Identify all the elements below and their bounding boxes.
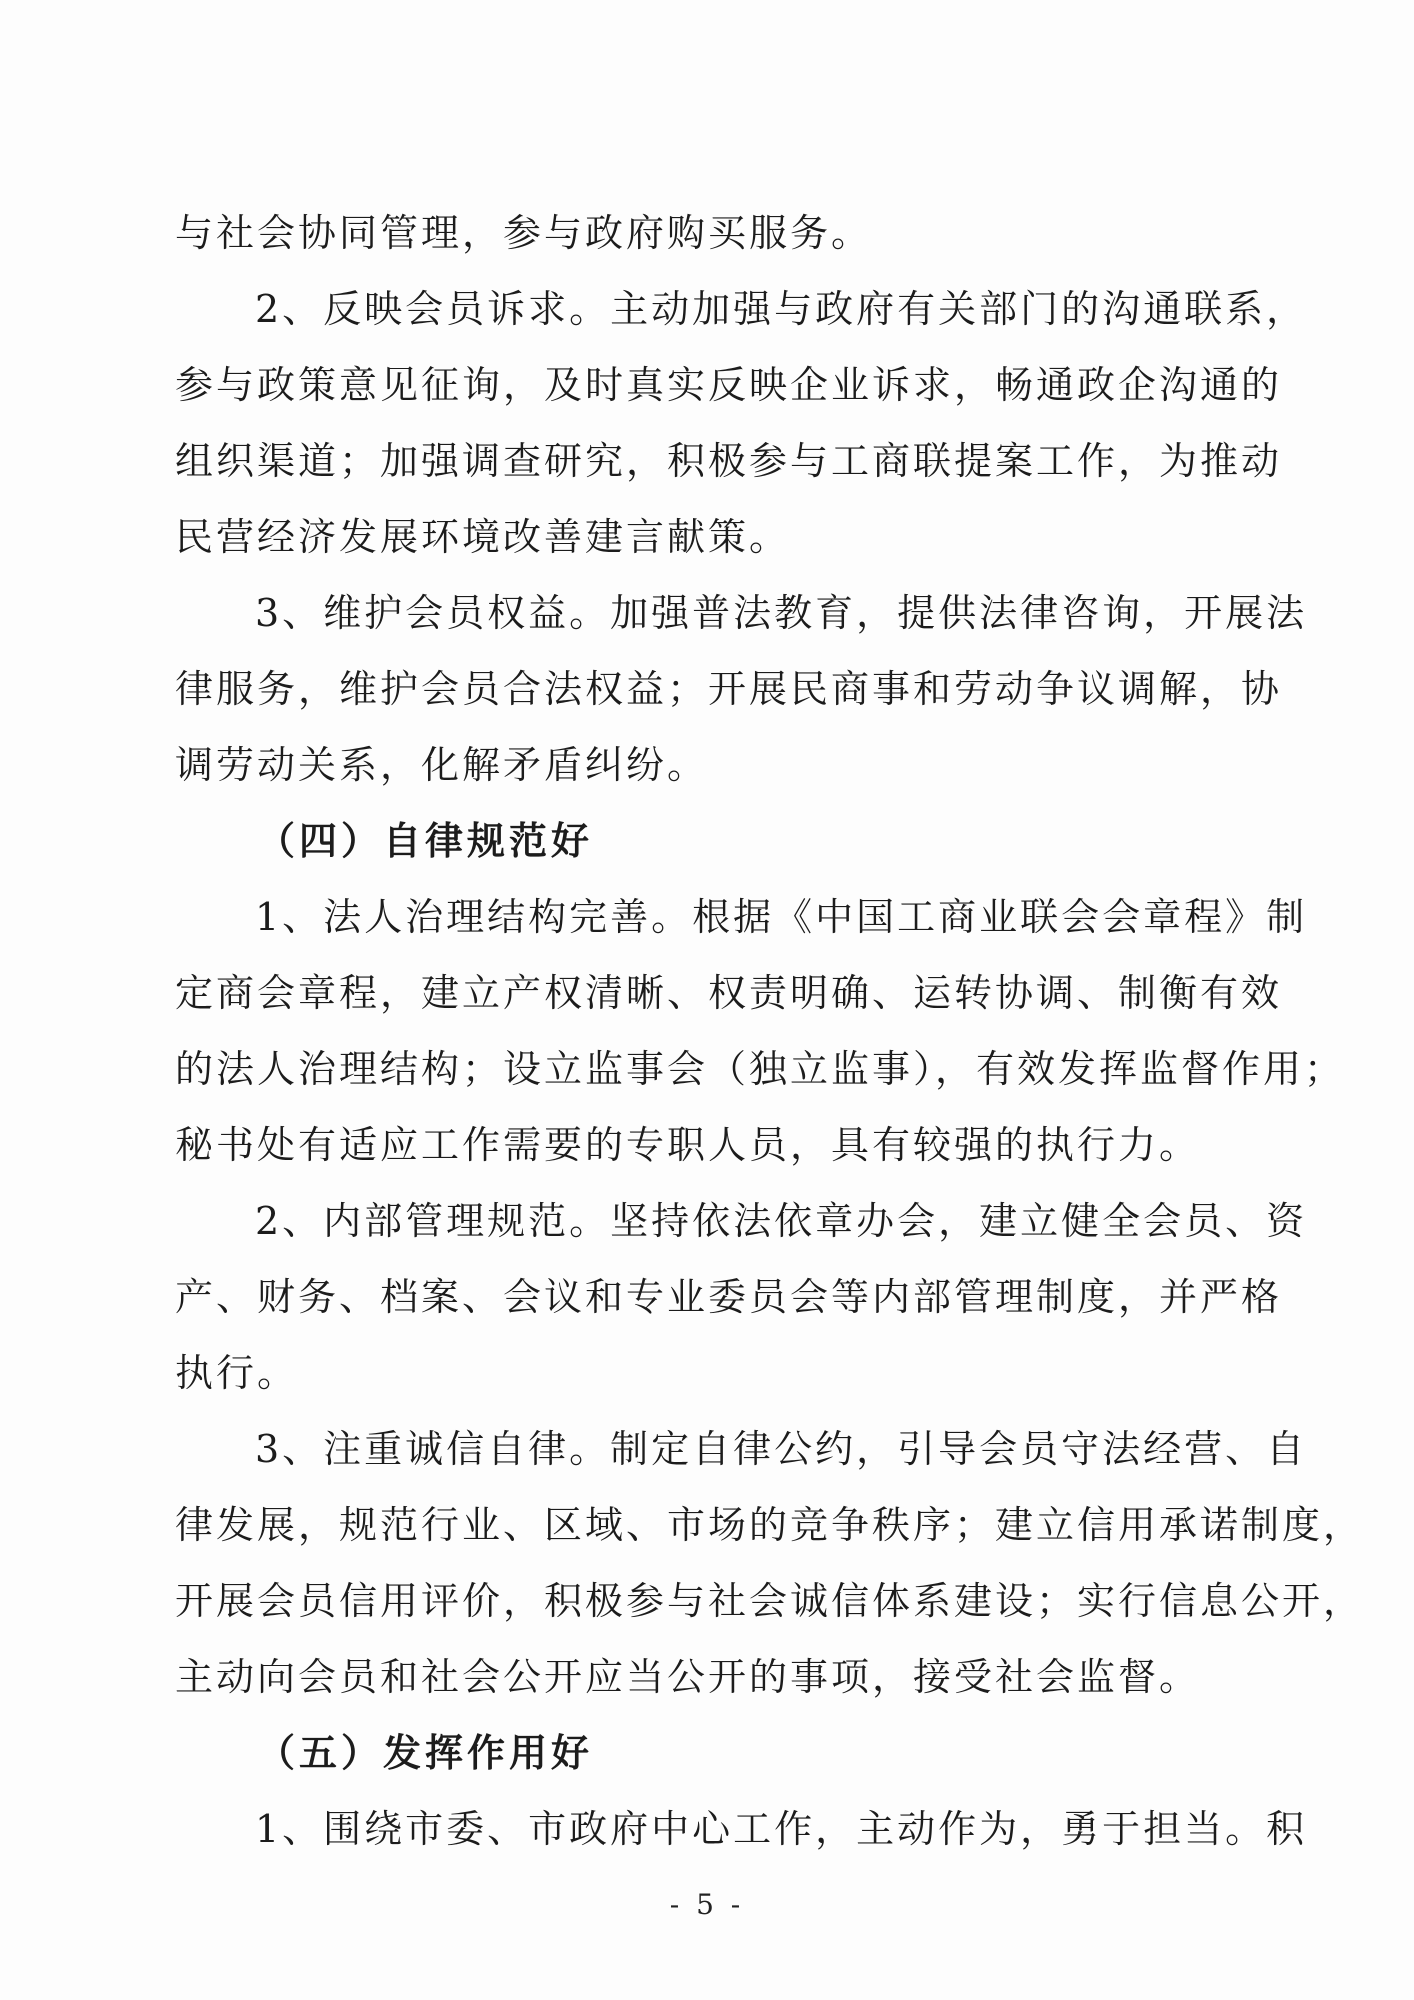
text-line: 民营经济发展环境改善建言献策。 [175, 515, 791, 559]
text-line: 主动向会员和社会公开应当公开的事项，接受社会监督。 [175, 1655, 1201, 1699]
text-line: 产、财务、档案、会议和专业委员会等内部管理制度，并严格 [175, 1275, 1283, 1319]
document-body [175, 195, 1365, 1867]
section-heading: （四）自律规范好 [257, 818, 594, 863]
text-line: 的法人治理结构；设立监事会（独立监事），有效发挥监督作用； [175, 1047, 1346, 1091]
page-number: - 5 - [669, 1888, 745, 1921]
paragraph-start-line: 3、注重诚信自律。制定自律公约，引导会员守法经营、自 [255, 1427, 1308, 1471]
text-line: 执行。 [175, 1351, 299, 1395]
text-line: 开展会员信用评价，积极参与社会诚信体系建设；实行信息公开， [175, 1579, 1365, 1623]
text-line: 律服务，维护会员合法权益；开展民商事和劳动争议调解，协 [175, 667, 1283, 711]
paragraph-start-line: 1、法人治理结构完善。根据《中国工商业联会会章程》制 [255, 895, 1308, 939]
paragraph-start-line: 1、围绕市委、市政府中心工作，主动作为，勇于担当。积 [255, 1807, 1308, 1851]
paragraph-start-line: 3、维护会员权益。加强普法教育，提供法律咨询，开展法 [255, 591, 1308, 635]
text-line: 调劳动关系，化解矛盾纠纷。 [175, 743, 709, 787]
paragraph-start-line: 2、反映会员诉求。主动加强与政府有关部门的沟通联系， [255, 287, 1308, 331]
text-line: 与社会协同管理，参与政府购买服务。 [175, 211, 873, 255]
paragraph-start-line: 2、内部管理规范。坚持依法依章办会，建立健全会员、资 [255, 1199, 1308, 1243]
text-line: 秘书处有适应工作需要的专职人员，具有较强的执行力。 [175, 1123, 1201, 1167]
text-line: 参与政策意见征询，及时真实反映企业诉求，畅通政企沟通的 [175, 363, 1283, 407]
text-line: 定商会章程，建立产权清晰、权责明确、运转协调、制衡有效 [175, 971, 1283, 1015]
text-line: 律发展，规范行业、区域、市场的竞争秩序；建立信用承诺制度， [175, 1503, 1365, 1547]
section-heading: （五）发挥作用好 [257, 1730, 594, 1775]
text-line: 组织渠道；加强调查研究，积极参与工商联提案工作，为推动 [175, 439, 1283, 483]
